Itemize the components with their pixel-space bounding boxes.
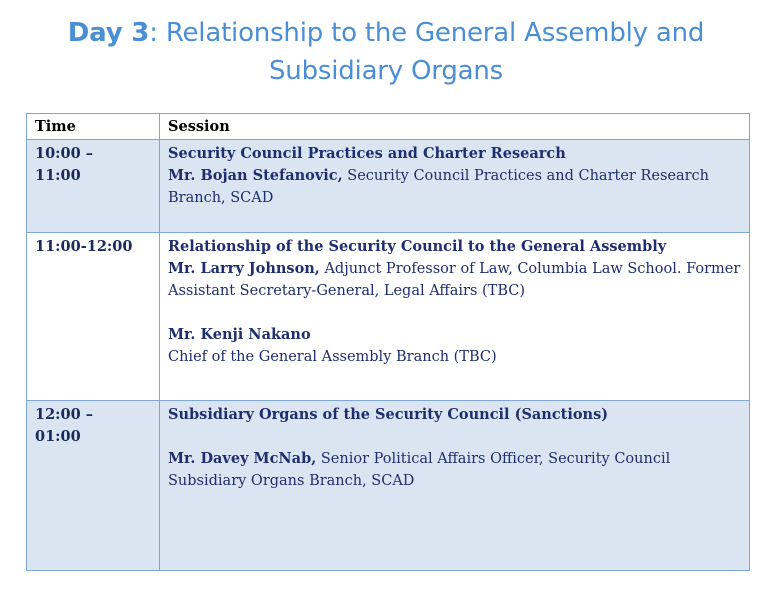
title-day: Day 3	[67, 18, 150, 48]
title-text-1: Relationship to the General Assembly and	[157, 18, 705, 48]
title-line-2: Subsidiary Organs	[268, 56, 503, 86]
session-title: Security Council Practices and Charter Research	[168, 145, 566, 162]
spacer	[168, 302, 741, 324]
table-row	[27, 233, 750, 401]
page-title	[0, 14, 772, 90]
header-time: Time	[27, 114, 160, 140]
table-row	[27, 140, 750, 233]
table-header-row	[27, 114, 750, 140]
session-cell	[160, 140, 750, 233]
speaker-entry	[168, 165, 741, 209]
speaker-desc: Chief of the General Assembly Branch (TBC)	[168, 349, 497, 365]
session-title: Subsidiary Organs of the Security Council (Sanctions)	[168, 406, 609, 423]
speaker-name: Mr. Bojan Stefanovic,	[168, 167, 343, 184]
title-colon: :	[149, 18, 158, 48]
speaker-entry	[168, 258, 741, 302]
header-session: Session	[160, 114, 750, 140]
time-line-2: 01:00	[35, 428, 81, 445]
title-line-1	[0, 14, 772, 52]
speaker-name: Mr. Davey McNab,	[168, 450, 317, 467]
time-line-1: 10:00 –	[35, 145, 94, 162]
time-line-1: 12:00 –	[35, 406, 94, 423]
spacer	[168, 426, 741, 448]
schedule-table	[26, 113, 750, 571]
speaker-entry	[168, 448, 741, 492]
speaker-desc: Security Council Practices and Charter Research Branch, SCAD	[168, 168, 710, 206]
time-cell	[27, 233, 160, 401]
time-line-2: 11:00	[35, 167, 81, 184]
session-title: Relationship of the Security Council to the General Assembly	[168, 238, 667, 255]
speaker-name: Mr. Larry Johnson,	[168, 260, 320, 277]
speaker-desc: Senior Political Affairs Officer, Security Council Subsidiary Organs Branch, SCAD	[168, 451, 671, 489]
session-cell	[160, 401, 750, 571]
speaker-desc: Adjunct Professor of Law, Columbia Law School. Former Assistant Secretary-General, Legal Affairs (TBC)	[168, 261, 741, 299]
table-row	[27, 401, 750, 571]
session-cell	[160, 233, 750, 401]
speaker-name: Mr. Kenji Nakano	[168, 326, 311, 343]
time-cell	[27, 140, 160, 233]
time-line-1: 11:00-12:00	[35, 238, 133, 255]
time-cell	[27, 401, 160, 571]
